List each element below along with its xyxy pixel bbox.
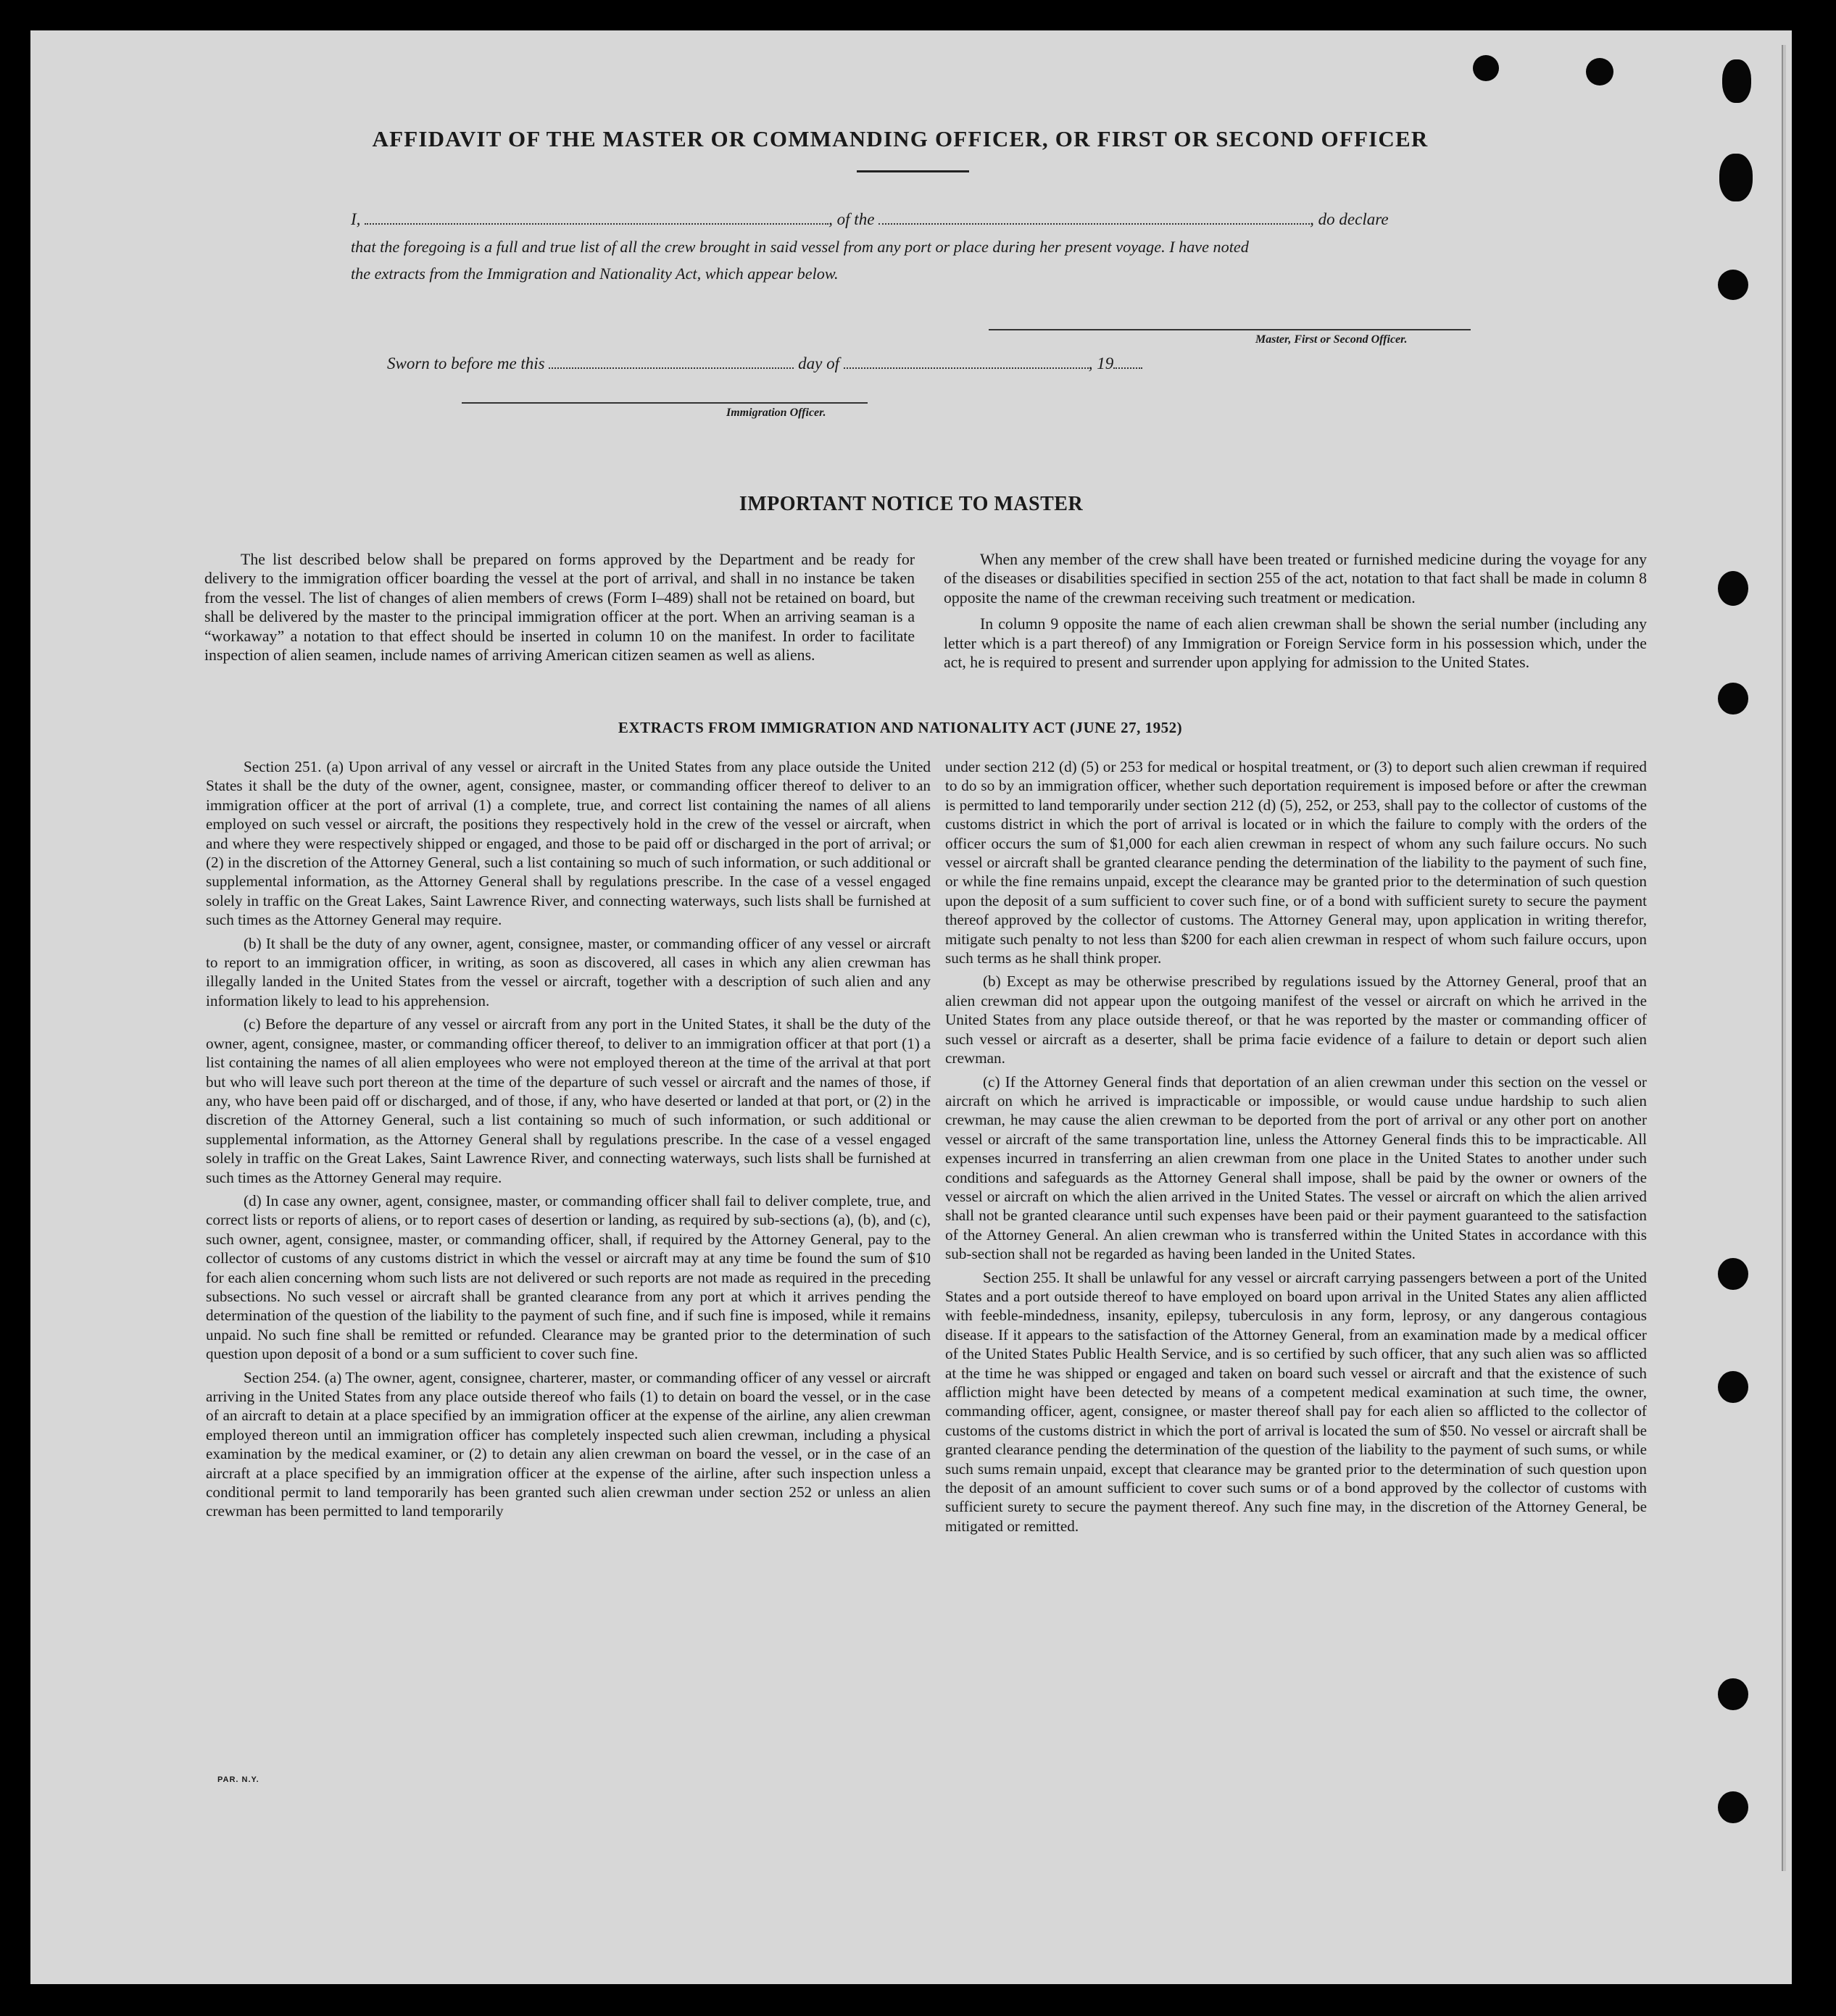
section-251c: (c) Before the departure of any vessel or aircraft from any port in the United States, it shall be the duty of the owner, agent, consignee, master, or commanding officer thereof, to deliver to an immigration officer at that port (1) a list containing the names of all alien employees who were not employed thereon at the time of the arrival at that port but who will leave such port thereon at the time of the departure of such vessel or aircraft and the names of those, if any, who have been paid off or discharged, and of those, if any, who have deserted or landed at that port, or (2) in the discretion of the Attorney General, such a list containing so much of such information, or such additional or supplemental information, as the Attorney General shall by regulations prescribe. In the case of a vessel engaged solely in traffic on the Great Lakes, Saint Lawrence River, and connecting waterways, such lists shall be furnished at such times as the Attorney General may require.: [206, 1015, 931, 1186]
notice-right-column: [944, 550, 1647, 675]
of-the-label: , of the: [828, 210, 875, 228]
notice-paragraph: When any member of the crew shall have been treated or furnished medicine during the voyage for any of the diseases or disabilities specified in section 255 of the act, notation to that fact shall be made in column 8 opposite the name of the crewman receiving such treatment or medication.: [944, 551, 1647, 607]
punch-hole: [1473, 55, 1499, 81]
master-signature-caption: Master, First or Second Officer.: [1255, 333, 1408, 346]
page-right-edge: [1782, 45, 1786, 1871]
sworn-month-field[interactable]: [844, 354, 1089, 369]
section-254a: Section 254. (a) The owner, agent, consignee, charterer, master, or commanding officer of any vessel or aircraft arriving in the United States from any place outside thereof who fails (1) to detain on board the vessel, or in the case of an aircraft to detain at a place specified by an immigration officer at the expense of the airline, any alien crewman employed thereon until an immigration officer has completely inspected such alien crewman, including a physical examination by the medical examiner, or (2) to detain any alien crewman on board the vessel, or in the case of an aircraft at a place specified by an immigration officer at the expense of the airline, after such inspection unless a conditional permit to land temporarily has been granted such alien crewman under section 252 or unless an alien crewman has been permitted to land temporarily: [206, 1368, 931, 1520]
declarant-name-field[interactable]: [365, 210, 828, 225]
declaration-body-line-2: that the foregoing is a full and true list of all the crew brought in said vessel from any port or place during her present voyage. I have noted: [351, 238, 1249, 256]
master-signature-line[interactable]: [989, 329, 1471, 330]
section-251a: Section 251. (a) Upon arrival of any vessel or aircraft in the United States from any place outside the United States it shall be the duty of the owner, agent, consignee, master, or commanding officer thereof to deliver to an immigration officer at the port of arrival (1) a complete, true, and correct list containing the names of all aliens employed on such vessel or aircraft, the positions they respectively hold in the crew of the vessel or aircraft, when and where they were respectively shipped or engaged, and those to be paid off or discharged in the port of arrival; or (2) in the discretion of the Attorney General, such a list containing so much of such information, or such additional or supplemental information, as the Attorney General shall by regulations prescribe. In the case of a vessel engaged solely in traffic on the Great Lakes, Saint Lawrence River, and connecting waterways, such lists shall be furnished at such times as the Attorney General may require.: [206, 758, 931, 929]
sworn-day-field[interactable]: [549, 354, 794, 369]
sworn-prefix: Sworn to before me this: [387, 354, 545, 372]
section-254b: (b) Except as may be otherwise prescribed by regulations issued by the Attorney General, proof that an alien crewman did not appear upon the outgoing manifest of the vessel or aircraft on which he arrived in the United States from any place outside thereof, or that he was reported by the master or commanding officer of such vessel or aircraft as a deserter, shall be prima facie evidence of a failure to detain or deport such alien crewman.: [945, 972, 1647, 1067]
declaration-line: [351, 210, 1389, 228]
section-255: Section 255. It shall be unlawful for any vessel or aircraft carrying passengers between a port of the United States and a port outside thereof to have employed on board upon arrival in the United States any alien afflicted with feeble-mindedness, insanity, epilepsy, tuberculosis in any form, leprosy, or any dangerous contagious disease. If it appears to the satisfaction of the Attorney General, from an examination made by a medical officer of the United States Public Health Service, and is so certified by such officer, that any such alien was so afflicted at the time he was shipped or engaged and taken on board such vessel or aircraft and that the existence of such affliction might have been detected by means of a competent medical examination at such time, the owner, commanding officer, agent, consignee, or master thereof shall pay for each alien so afflicted to the collector of customs of the customs district in which the port of arrival is located the sum of $50. No vessel or aircraft shall be granted clearance pending the determination of the question of the liability to the payment of such sums, or while such sums remain unpaid, except that clearance may be granted prior to the determination of such question upon the deposit of an amount sufficient to cover such sums or of a bond approved by the collector of customs with sufficient surety to secure the payment thereof. Any such fine may, in the discretion of the Attorney General, be mitigated or remitted.: [945, 1268, 1647, 1535]
section-251b: (b) It shall be the duty of any owner, agent, consignee, master, or commanding officer of any vessel or aircraft to report to an immigration officer, in writing, as soon as discovered, all cases in which any alien crewman has illegally landed in the United States from the vessel or aircraft, together with a description of such alien and any information likely to lead to his apprehension.: [206, 934, 931, 1009]
vessel-name-field[interactable]: [878, 210, 1310, 225]
section-254c: (c) If the Attorney General finds that deportation of an alien crewman under this section on the vessel or aircraft on which he arrived is impracticable or impossible, or would cause undue hardship to such alien crewman, he may cause the alien crewman to be deported from the port of arrival or any other port on another vessel or aircraft of the same transportation line, unless the Attorney General finds this to be impracticable. All expenses incurred in transferring an alien crewman from one place in the United States to another under such conditions and safeguards as the Attorney General shall impose, shall be paid by the owner or owners of the vessel or aircraft on which the alien arrived in the United States. The vessel or aircraft on which the alien arrived shall not be granted clearance until such expenses have been paid or their payment guaranteed to the satisfaction of the Attorney General. An alien crewman who is transferred within the United States in accordance with this sub-section shall not be regarded as having been landed in the United States.: [945, 1072, 1647, 1263]
punch-hole: [1718, 1371, 1748, 1403]
punch-hole: [1718, 1678, 1748, 1710]
sworn-year-field[interactable]: [1113, 354, 1142, 369]
punch-hole: [1718, 270, 1748, 300]
officer-signature-caption: Immigration Officer.: [726, 407, 826, 419]
section-254a-continued: under section 212 (d) (5) or 253 for medical or hospital treatment, or (3) to deport such alien crewman if required to do so by an immigration officer, whether such deportation requirement is imposed before or after the crewman is permitted to land temporarily under section 212 (d) (5), 252, or 253, shall pay to the collector of customs of the customs district in which the port of arrival is located or in which the failure to comply with the orders of the officer occurs the sum of $1,000 for each alien crewman in respect of whom any such failure occurs. No such vessel or aircraft shall be granted clearance pending the determination of the liability to the payment of such fine, or while the fine remains unpaid, except the clearance may be granted prior to the determination of such question upon the deposit of a sum sufficient to cover such fine, or of a bond with sufficient surety to secure the payment thereof approved by the collector of customs. The Attorney General may, upon application in writing therefor, mitigate such penalty to not less than $200 for each alien crewman in respect of whom such failure occurs, upon such terms as he shall think proper.: [945, 758, 1647, 967]
affidavit-title: AFFIDAVIT OF THE MASTER OR COMMANDING OFFICER, OR FIRST OR SECOND OFFICER: [372, 126, 1429, 151]
declaration-body-line-3: the extracts from the Immigration and Nationality Act, which appear below.: [351, 265, 839, 283]
sworn-line: [387, 354, 1142, 372]
print-code: PAR. N.Y.: [217, 1775, 259, 1784]
extracts-right-column: [945, 757, 1647, 1540]
title-underline: [857, 170, 969, 172]
punch-hole: [1718, 571, 1748, 606]
notice-paragraph: In column 9 opposite the name of each alien crewman shall be shown the serial number (including any letter which is a part thereof) of any Immigration or Foreign Service form in his possession which, under the act, he is required to present and surrender upon applying for admission to the United States.: [944, 615, 1647, 672]
do-declare-label: , do declare: [1310, 210, 1389, 228]
punch-hole: [1718, 1791, 1748, 1823]
punch-hole: [1586, 58, 1613, 86]
punch-hole: [1718, 683, 1748, 715]
day-of-label: day of: [798, 354, 839, 372]
section-251d: (d) In case any owner, agent, consignee, master, or commanding officer shall fail to deliver complete, true, and correct lists or reports of aliens, or to report cases of desertion or landing, as required by sub-sections (a), (b), and (c), such owner, agent, consignee, master, or commanding officer, shall, if required by the Attorney General, pay to the collector of customs of any customs district in which the vessel or aircraft may at any time be found the sum of $10 for each alien concerning whom such lists are not delivered or such reports are not made as required in the preceding subsections. No such vessel or aircraft shall be granted clearance from any port at which it arrives pending the determination of the question of the liability to the payment of such fine, and if such fine is imposed, while it remains unpaid. No such fine shall be remitted or refunded. Clearance may be granted prior to the determination of such question upon deposit of a bond or a sum sufficient to cover such fine.: [206, 1191, 931, 1363]
notice-paragraph: The list described below shall be prepared on forms approved by the Department and be ready for delivery to the immigration officer boarding the vessel at the port of arrival, and shall in no instance be taken from the vessel. The list of changes of alien members of crews (Form I–489) shall not be retained on board, but shall be delivered by the master to the principal immigration officer at the port. When an arriving seaman is a “workaway” a notation to that effect should be inserted in column 10 on the manifest. In order to facilitate inspection of alien seamen, include names of arriving American citizen seamen as well as aliens.: [204, 551, 915, 665]
extracts-title: EXTRACTS FROM IMMIGRATION AND NATIONALITY ACT (JUNE 27, 1952): [618, 719, 1183, 736]
notice-left-column: [204, 550, 915, 668]
declarant-prefix: I,: [351, 210, 361, 228]
notice-title: IMPORTANT NOTICE TO MASTER: [739, 493, 1084, 515]
punch-hole: [1722, 59, 1751, 103]
punch-hole: [1719, 154, 1753, 201]
year-label: , 19: [1088, 354, 1114, 372]
punch-hole: [1718, 1258, 1748, 1290]
officer-signature-line[interactable]: [462, 402, 868, 404]
extracts-left-column: [206, 757, 931, 1525]
document-page: [30, 30, 1792, 1984]
